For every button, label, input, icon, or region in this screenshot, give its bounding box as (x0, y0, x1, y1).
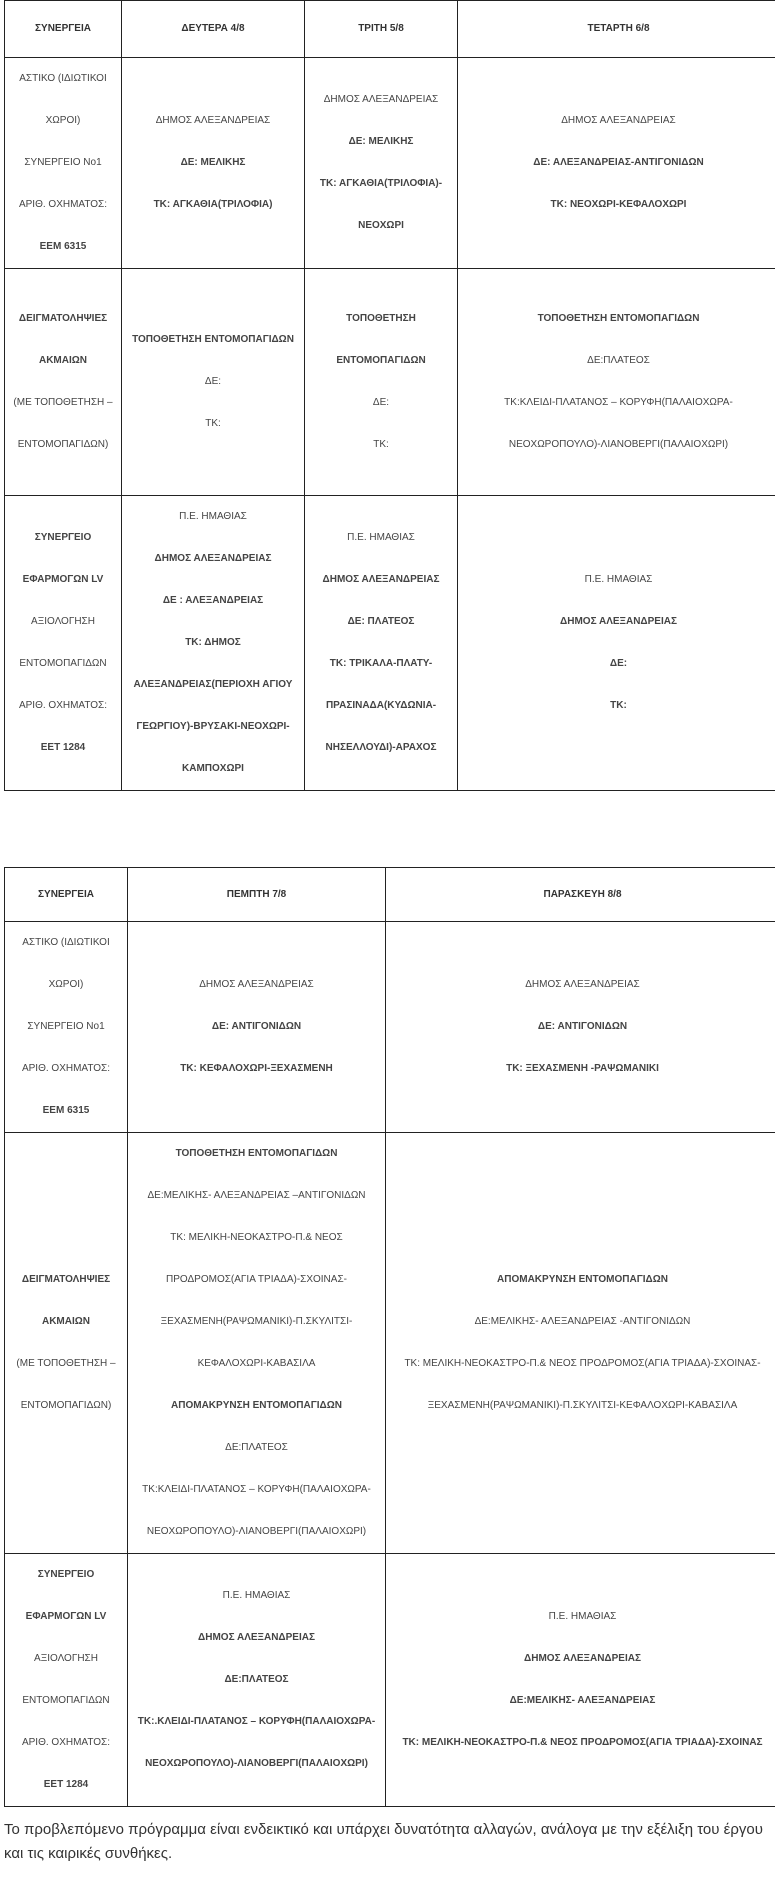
table-row-applications-crew (5, 1554, 775, 1807)
cell-line (394, 1006, 771, 1048)
cell-line (130, 403, 296, 445)
cell-line-text: ΔΗΜΟΣ ΑΛΕΞΑΝΔΡΕΙΑΣ (199, 979, 314, 990)
cell-line (136, 1133, 377, 1175)
cell-line (136, 1575, 377, 1617)
cell-tuesday (305, 58, 458, 269)
schedule-disclaimer-note: Το προβλεπόμενο πρόγραμμα είναι ενδεικτικό και υπάρχει δυνατότητα αλλαγών, ανάλογα με την εξέλιξη του έργου και τις καιρικές συνθήκες. (4, 1821, 763, 1862)
cell-line (13, 1343, 119, 1427)
header-cell-friday: ΠΑΡΑΣΚΕΥΗ 8/8 (386, 868, 775, 922)
cell-line (130, 496, 296, 538)
cell-line (13, 1638, 119, 1722)
cell-line-bold-value: ΕΕΤ 1284 (40, 742, 86, 753)
cell-line-text: ΣΥΝΕΡΓΕΙΟ Νο1 (27, 1021, 105, 1032)
cell-line-text: ΔΗΜΟΣ ΑΛΕΞΑΝΔΡΕΙΑΣ (561, 115, 676, 126)
cell-line (466, 142, 771, 184)
cell-line-text: ΔΕ: ΜΕΛΙΚΗΣ (180, 157, 246, 168)
cell-monday (122, 496, 305, 791)
cell-line-text: ΑΡΙΘ. ΟΧΗΜΑΤΟΣ: (21, 1063, 111, 1074)
cell-crew (5, 58, 122, 269)
cell-line (13, 382, 113, 466)
cell-friday (386, 1554, 775, 1807)
cell-line-text: ΤΚ: ΚΕΦΑΛΟΧΩΡΙ-ΞΕΧΑΣΜΕΝΗ (180, 1063, 333, 1074)
cell-line (136, 1006, 377, 1048)
cell-line-text: ΤΚ: (205, 418, 221, 429)
cell-line (136, 1469, 377, 1553)
cell-line (466, 559, 771, 601)
table-row-sampling (5, 269, 775, 496)
cell-line (13, 142, 113, 184)
cell-line-text: Π.Ε. ΗΜΑΘΙΑΣ (179, 511, 247, 522)
cell-line-text: ΤΚ: ΑΓΚΑΘΙΑ(ΤΡΙΛΟΦΙΑ)-ΝΕΟΧΩΡΙ (319, 178, 443, 231)
cell-monday (122, 58, 305, 269)
cell-line-text: ΔΕ: ΑΛΕΞΑΝΔΡΕΙΑΣ-ΑΝΤΙΓΟΝΙΔΩΝ (533, 157, 704, 168)
cell-line (136, 1701, 377, 1785)
cell-line (313, 163, 449, 247)
cell-line (466, 685, 771, 727)
cell-thursday (128, 1133, 386, 1554)
cell-thursday (128, 922, 386, 1133)
cell-line-text: ΤΟΠΟΘΕΤΗΣΗ ΕΝΤΟΜΟΠΑΓΙΔΩΝ (132, 334, 294, 345)
cell-line (136, 1385, 377, 1427)
table-row-urban-crew (5, 58, 775, 269)
cell-line-text: ΤΚ: ΞΕΧΑΣΜΕΝΗ -ΡΑΨΩΜΑΝΙΚΙ (506, 1063, 659, 1074)
cell-line (13, 601, 113, 685)
cell-line (394, 1638, 771, 1680)
cell-wednesday (458, 496, 775, 791)
header-cell-crews: ΣΥΝΕΡΓΕΙΑ (5, 1, 122, 58)
cell-line-text: ΔΗΜΟΣ ΑΛΕΞΑΝΔΡΕΙΑΣ (524, 1653, 641, 1664)
cell-line-text: ΔΗΜΟΣ ΑΛΕΞΑΝΔΡΕΙΑΣ (560, 616, 677, 627)
cell-line-text: ΑΞΙΟΛΟΓΗΣΗ ΕΝΤΟΜΟΠΑΓΙΔΩΝ (22, 1653, 110, 1706)
cell-friday (386, 922, 775, 1133)
cell-wednesday (458, 58, 775, 269)
cell-friday (386, 1133, 775, 1554)
cell-line (394, 1343, 771, 1427)
cell-line-text: ΑΣΤΙΚΟ (ΙΔΙΩΤΙΚΟΙ ΧΩΡΟΙ) (22, 937, 110, 990)
cell-line-text: ΕΕΜ 6315 (39, 241, 87, 252)
cell-line-text: ΔΕ:ΜΕΛΙΚΗΣ- ΑΛΕΞΑΝΔΡΕΙΑΣ (509, 1695, 656, 1706)
cell-line (13, 1006, 119, 1048)
cell-line (130, 100, 296, 142)
cell-line-text: ΔΕ: (372, 397, 390, 408)
cell-line (13, 922, 119, 1006)
cell-line (394, 1259, 771, 1301)
cell-line (13, 1259, 119, 1343)
cell-line-text: ΔΕΙΓΜΑΤΟΛΗΨΙΕΣ ΑΚΜΑΙΩΝ (21, 1274, 111, 1327)
cell-line (130, 580, 296, 622)
cell-line-text: ΤΚ: ΑΓΚΑΘΙΑ(ΤΡΙΛΟΦΙΑ) (153, 199, 273, 210)
cell-wednesday (458, 269, 775, 496)
cell-line (136, 1427, 377, 1469)
cell-line (136, 1217, 377, 1385)
cell-line-text: ΤΚ:ΚΛΕΙΔΙ-ΠΛΑΤΑΝΟΣ – ΚΟΡΥΦΗ(ΠΑΛΑΙΟΧΩΡΑ-ΝΕΟΧΩΡΟΠΟΥΛΟ)-ΛΙΑΝΟΒΕΡΓΙ(ΠΑΛΑΙΟΧΩΡΙ) (504, 397, 733, 450)
cell-crew (5, 922, 128, 1133)
cell-line-text: ΣΥΝΕΡΓΕΙΟ ΕΦΑΡΜΟΓΩΝ LV (25, 1569, 107, 1622)
cell-line (13, 184, 113, 226)
header-cell-wednesday: ΤΕΤΑΡΤΗ 6/8 (458, 1, 775, 58)
cell-line (466, 643, 771, 685)
cell-line-bold-value: ΕΕΤ 1284 (43, 1779, 89, 1790)
cell-crew (5, 1133, 128, 1554)
cell-line (313, 121, 449, 163)
cell-line-text: ΔΕ:ΠΛΑΤΕΟΣ (224, 1674, 289, 1685)
header-cell-thursday: ΠΕΜΠΤΗ 7/8 (128, 868, 386, 922)
cell-line-text: ΔΕ:ΜΕΛΙΚΗΣ- ΑΛΕΞΑΝΔΡΕΙΑΣ -ΑΝΤΙΓΟΝΙΔΩΝ (474, 1316, 691, 1327)
schedule-table-week-part2 (4, 867, 775, 1807)
cell-line (466, 100, 771, 142)
cell-line (313, 517, 449, 559)
cell-line-text: ΤΚ:ΚΛΕΙΔΙ-ΠΛΑΤΑΝΟΣ – ΚΟΡΥΦΗ(ΠΑΛΑΙΟΧΩΡΑ-ΝΕΟΧΩΡΟΠΟΥΛΟ)-ΛΙΑΝΟΒΕΡΓΙ(ΠΑΛΑΙΟΧΩΡΙ) (142, 1484, 371, 1537)
cell-line (136, 1617, 377, 1659)
cell-line-text: ΣΥΝΕΡΓΕΙΟ Νο1 (24, 157, 102, 168)
cell-line-text: ΔΗΜΟΣ ΑΛΕΞΑΝΔΡΕΙΑΣ (154, 553, 272, 564)
cell-tuesday (305, 269, 458, 496)
cell-line-text: ΤΟΠΟΘΕΤΗΣΗ ΕΝΤΟΜΟΠΑΓΙΔΩΝ (537, 313, 700, 324)
table-row-sampling (5, 1133, 775, 1554)
cell-line (313, 424, 449, 466)
cell-line-text: Π.Ε. ΗΜΑΘΙΑΣ (548, 1611, 617, 1622)
cell-line-text: (ΜΕ ΤΟΠΟΘΕΤΗΣΗ – ΕΝΤΟΜΟΠΑΓΙΔΩΝ) (16, 1358, 116, 1411)
cell-line-text: ΔΕ:ΜΕΛΙΚΗΣ- ΑΛΕΞΑΝΔΡΕΙΑΣ –ΑΝΤΙΓΟΝΙΔΩΝ (147, 1190, 366, 1201)
cell-line-text: ΤΟΠΟΘΕΤΗΣΗ ΕΝΤΟΜΟΠΑΓΙΔΩΝ (175, 1148, 338, 1159)
cell-line (13, 226, 113, 268)
cell-line-text: ΑΡΙΘ. ΟΧΗΜΑΤΟΣ: (18, 199, 108, 210)
cell-line-text: ΔΗΜΟΣ ΑΛΕΞΑΝΔΡΕΙΑΣ (198, 1632, 315, 1643)
cell-crew (5, 269, 122, 496)
cell-line-text: ΔΕ:ΠΛΑΤΕΟΣ (587, 355, 650, 366)
table-header-row (5, 868, 775, 922)
table-row-applications-crew (5, 496, 775, 791)
cell-line (313, 298, 449, 382)
cell-line (13, 298, 113, 382)
header-cell-crews: ΣΥΝΕΡΓΕΙΑ (5, 868, 128, 922)
cell-line (130, 538, 296, 580)
table-row-urban-crew (5, 922, 775, 1133)
cell-line-text: ΔΗΜΟΣ ΑΛΕΞΑΝΔΡΕΙΑΣ (323, 94, 439, 105)
cell-line-text: ΑΠΟΜΑΚΡΥΝΣΗ ΕΝΤΟΜΟΠΑΓΙΔΩΝ (171, 1400, 342, 1411)
cell-line (130, 184, 296, 226)
cell-monday (122, 269, 305, 496)
cell-line (313, 559, 449, 601)
cell-line-text: ΤΚ: ΜΕΛΙΚΗ-ΝΕΟΚΑΣΤΡΟ-Π.& ΝΕΟΣ ΠΡΟΔΡΟΜΟΣ(ΑΓΙΑ ΤΡΙΑΔΑ)-ΣΧΟΙΝΑΣ-ΞΕΧΑΣΜΕΝΗ(ΡΑΨΩΜΑΝΙΚΙ)-Π.ΣΚΥΛΙΤΣΙ-ΚΕΦΑΛΟΧΩΡΙ-ΚΑΒΑΣΙΛΑ (160, 1232, 353, 1369)
cell-line-text: ΤΚ: ΜΕΛΙΚΗ-ΝΕΟΚΑΣΤΡΟ-Π.& ΝΕΟΣ ΠΡΟΔΡΟΜΟΣ(ΑΓΙΑ ΤΡΙΑΔΑ)-ΣΧΟΙΝΑΣ (402, 1737, 763, 1748)
cell-line (466, 601, 771, 643)
cell-line-text: ΤΚ: ΤΡΙΚΑΛΑ-ΠΛΑΤΥ-ΠΡΑΣΙΝΑΔΑ(ΚΥΔΩΝΙΑ-ΝΗΣΕΛΛΟΥΔΙ)-ΑΡΑΧΟΣ (325, 658, 437, 753)
cell-line (130, 622, 296, 790)
schedule-table-week-part1 (4, 0, 775, 791)
cell-line-text: ΤΚ: ΔΗΜΟΣ ΑΛΕΞΑΝΔΡΕΙΑΣ(ΠΕΡΙΟΧΗ ΑΓΙΟΥ ΓΕΩΡΓΙΟΥ)-ΒΡΥΣΑΚΙ-ΝΕΟΧΩΡΙ-ΚΑΜΠΟΧΩΡΙ (133, 637, 293, 774)
cell-thursday (128, 1554, 386, 1807)
cell-line (466, 184, 771, 226)
cell-line-text: ΔΕ: ΑΝΤΙΓΟΝΙΔΩΝ (211, 1021, 302, 1032)
cell-line-text: ΤΟΠΟΘΕΤΗΣΗ ΕΝΤΟΜΟΠΑΓΙΔΩΝ (336, 313, 426, 366)
cell-line-text: ΔΕ: (204, 376, 222, 387)
cell-line (130, 361, 296, 403)
cell-line (466, 298, 771, 340)
cell-line-text: ΔΗΜΟΣ ΑΛΕΞΑΝΔΡΕΙΑΣ (525, 979, 640, 990)
cell-crew (5, 496, 122, 791)
cell-line-text: ΔΕ:ΠΛΑΤΕΟΣ (225, 1442, 288, 1453)
cell-line-text: ΑΡΙΘ. ΟΧΗΜΑΤΟΣ: (18, 700, 108, 711)
cell-line-text: ΤΚ: (373, 439, 389, 450)
cell-line-text: ΤΚ: (610, 700, 627, 711)
cell-line (394, 1301, 771, 1343)
cell-line-text: ΤΚ: ΜΕΛΙΚΗ-ΝΕΟΚΑΣΤΡΟ-Π.& ΝΕΟΣ ΠΡΟΔΡΟΜΟΣ(ΑΓΙΑ ΤΡΙΑΔΑ)-ΣΧΟΙΝΑΣ-ΞΕΧΑΣΜΕΝΗ(ΡΑΨΩΜΑΝΙΚΙ)-Π.ΣΚΥΛΙΤΣΙ-ΚΕΦΑΛΟΧΩΡΙ-ΚΑΒΑΣΙΛΑ (404, 1358, 761, 1411)
cell-line (13, 517, 113, 601)
cell-line (313, 382, 449, 424)
cell-line-text: Π.Ε. ΗΜΑΘΙΑΣ (584, 574, 653, 585)
cell-line (313, 601, 449, 643)
cell-line (130, 319, 296, 361)
cell-line-text: ΔΕ: ΑΝΤΙΓΟΝΙΔΩΝ (537, 1021, 628, 1032)
cell-line (13, 1722, 119, 1806)
cell-line (313, 643, 449, 769)
cell-line-text: (ΜΕ ΤΟΠΟΘΕΤΗΣΗ – ΕΝΤΟΜΟΠΑΓΙΔΩΝ) (13, 397, 113, 450)
cell-line-text: ΑΣΤΙΚΟ (ΙΔΙΩΤΙΚΟΙ ΧΩΡΟΙ) (19, 73, 107, 126)
cell-line-text: ΑΠΟΜΑΚΡΥΝΣΗ ΕΝΤΟΜΟΠΑΓΙΔΩΝ (497, 1274, 668, 1285)
header-cell-tuesday: ΤΡΙΤΗ 5/8 (305, 1, 458, 58)
cell-line (466, 382, 771, 466)
cell-crew (5, 1554, 128, 1807)
cell-line (13, 58, 113, 142)
cell-line (13, 1048, 119, 1132)
cell-line-text: ΤΚ:.ΚΛΕΙΔΙ-ΠΛΑΤΑΝΟΣ – ΚΟΡΥΦΗ(ΠΑΛΑΙΟΧΩΡΑ-ΝΕΟΧΩΡΟΠΟΥΛΟ)-ΛΙΑΝΟΒΕΡΓΙ(ΠΑΛΑΙΟΧΩΡΙ) (137, 1716, 376, 1769)
cell-line-text: ΑΡΙΘ. ΟΧΗΜΑΤΟΣ: (21, 1737, 111, 1748)
cell-line (136, 964, 377, 1006)
cell-line (394, 1596, 771, 1638)
cell-line-text: ΣΥΝΕΡΓΕΙΟ ΕΦΑΡΜΟΓΩΝ LV (22, 532, 104, 585)
cell-tuesday (305, 496, 458, 791)
cell-line-text: ΔΗΜΟΣ ΑΛΕΞΑΝΔΡΕΙΑΣ (155, 115, 271, 126)
cell-line (394, 1680, 771, 1722)
cell-line (13, 685, 113, 769)
cell-line (394, 1722, 771, 1764)
cell-line-text: ΤΚ: ΝΕΟΧΩΡΙ-ΚΕΦΑΛΟΧΩΡΙ (550, 199, 687, 210)
cell-line-text: ΔΕ: ΠΛΑΤΕΟΣ (347, 616, 415, 627)
cell-line-text: ΔΕ : ΑΛΕΞΑΝΔΡΕΙΑΣ (162, 595, 264, 606)
cell-line-text: ΔΗΜΟΣ ΑΛΕΞΑΝΔΡΕΙΑΣ (322, 574, 440, 585)
cell-line-text: Π.Ε. ΗΜΑΘΙΑΣ (222, 1590, 291, 1601)
cell-line-text: ΔΕΙΓΜΑΤΟΛΗΨΙΕΣ ΑΚΜΑΙΩΝ (18, 313, 108, 366)
cell-line (136, 1048, 377, 1090)
cell-line (394, 1048, 771, 1090)
header-cell-monday: ΔΕΥΤΕΡΑ 4/8 (122, 1, 305, 58)
cell-line-text: ΑΞΙΟΛΟΓΗΣΗ ΕΝΤΟΜΟΠΑΓΙΔΩΝ (19, 616, 107, 669)
cell-line (136, 1659, 377, 1701)
cell-line-bold-value: ΕΕΜ 6315 (42, 1105, 90, 1116)
cell-line (130, 142, 296, 184)
cell-line (136, 1175, 377, 1217)
cell-line (13, 1554, 119, 1638)
cell-line-text: ΔΕ: ΜΕΛΙΚΗΣ (348, 136, 414, 147)
cell-line (313, 79, 449, 121)
cell-line-text: Π.Ε. ΗΜΑΘΙΑΣ (347, 532, 415, 543)
cell-line (394, 964, 771, 1006)
table-header-row (5, 1, 775, 58)
cell-line-text: ΔΕ: (609, 658, 628, 669)
cell-line (466, 340, 771, 382)
